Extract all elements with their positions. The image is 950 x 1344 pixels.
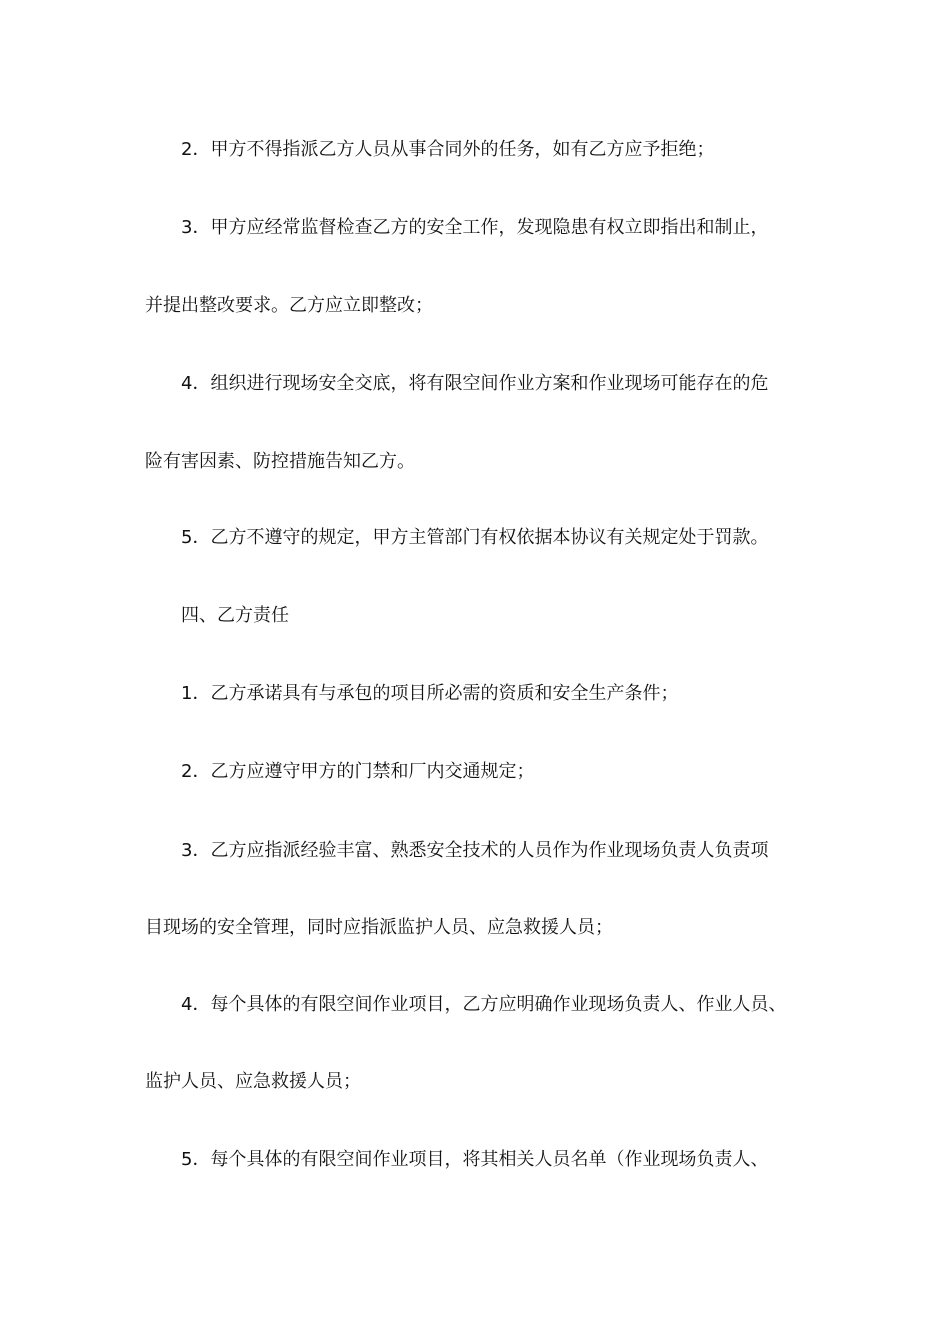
paragraph-line: 险有害因素、防控措施告知乙方。: [145, 451, 415, 472]
paragraph-line: 3．甲方应经常监督检查乙方的安全工作，发现隐患有权立即指出和制止，: [181, 217, 769, 238]
paragraph-line: 1．乙方承诺具有与承包的项目所必需的资质和安全生产条件；: [181, 683, 679, 704]
paragraph-line: 并提出整改要求。乙方应立即整改；: [145, 295, 433, 316]
section-heading: 四、乙方责任: [181, 605, 289, 626]
paragraph-line: 2．乙方应遵守甲方的门禁和厂内交通规定；: [181, 761, 535, 782]
paragraph-line: 监护人员、应急救援人员；: [145, 1071, 361, 1092]
paragraph-line: 4．组织进行现场安全交底，将有限空间作业方案和作业现场可能存在的危: [181, 373, 769, 394]
paragraph-line: 3．乙方应指派经验丰富、熟悉安全技术的人员作为作业现场负责人负责项: [181, 840, 769, 861]
paragraph-line: 5．每个具体的有限空间作业项目，将其相关人员名单（作业现场负责人、: [181, 1149, 769, 1170]
paragraph-line: 5．乙方不遵守的规定，甲方主管部门有权依据本协议有关规定处于罚款。: [181, 527, 769, 548]
paragraph-line: 4．每个具体的有限空间作业项目，乙方应明确作业现场负责人、作业人员、: [181, 994, 787, 1015]
paragraph-line: 2．甲方不得指派乙方人员从事合同外的任务，如有乙方应予拒绝；: [181, 139, 715, 160]
paragraph-line: 目现场的安全管理，同时应指派监护人员、应急救援人员；: [145, 917, 613, 938]
